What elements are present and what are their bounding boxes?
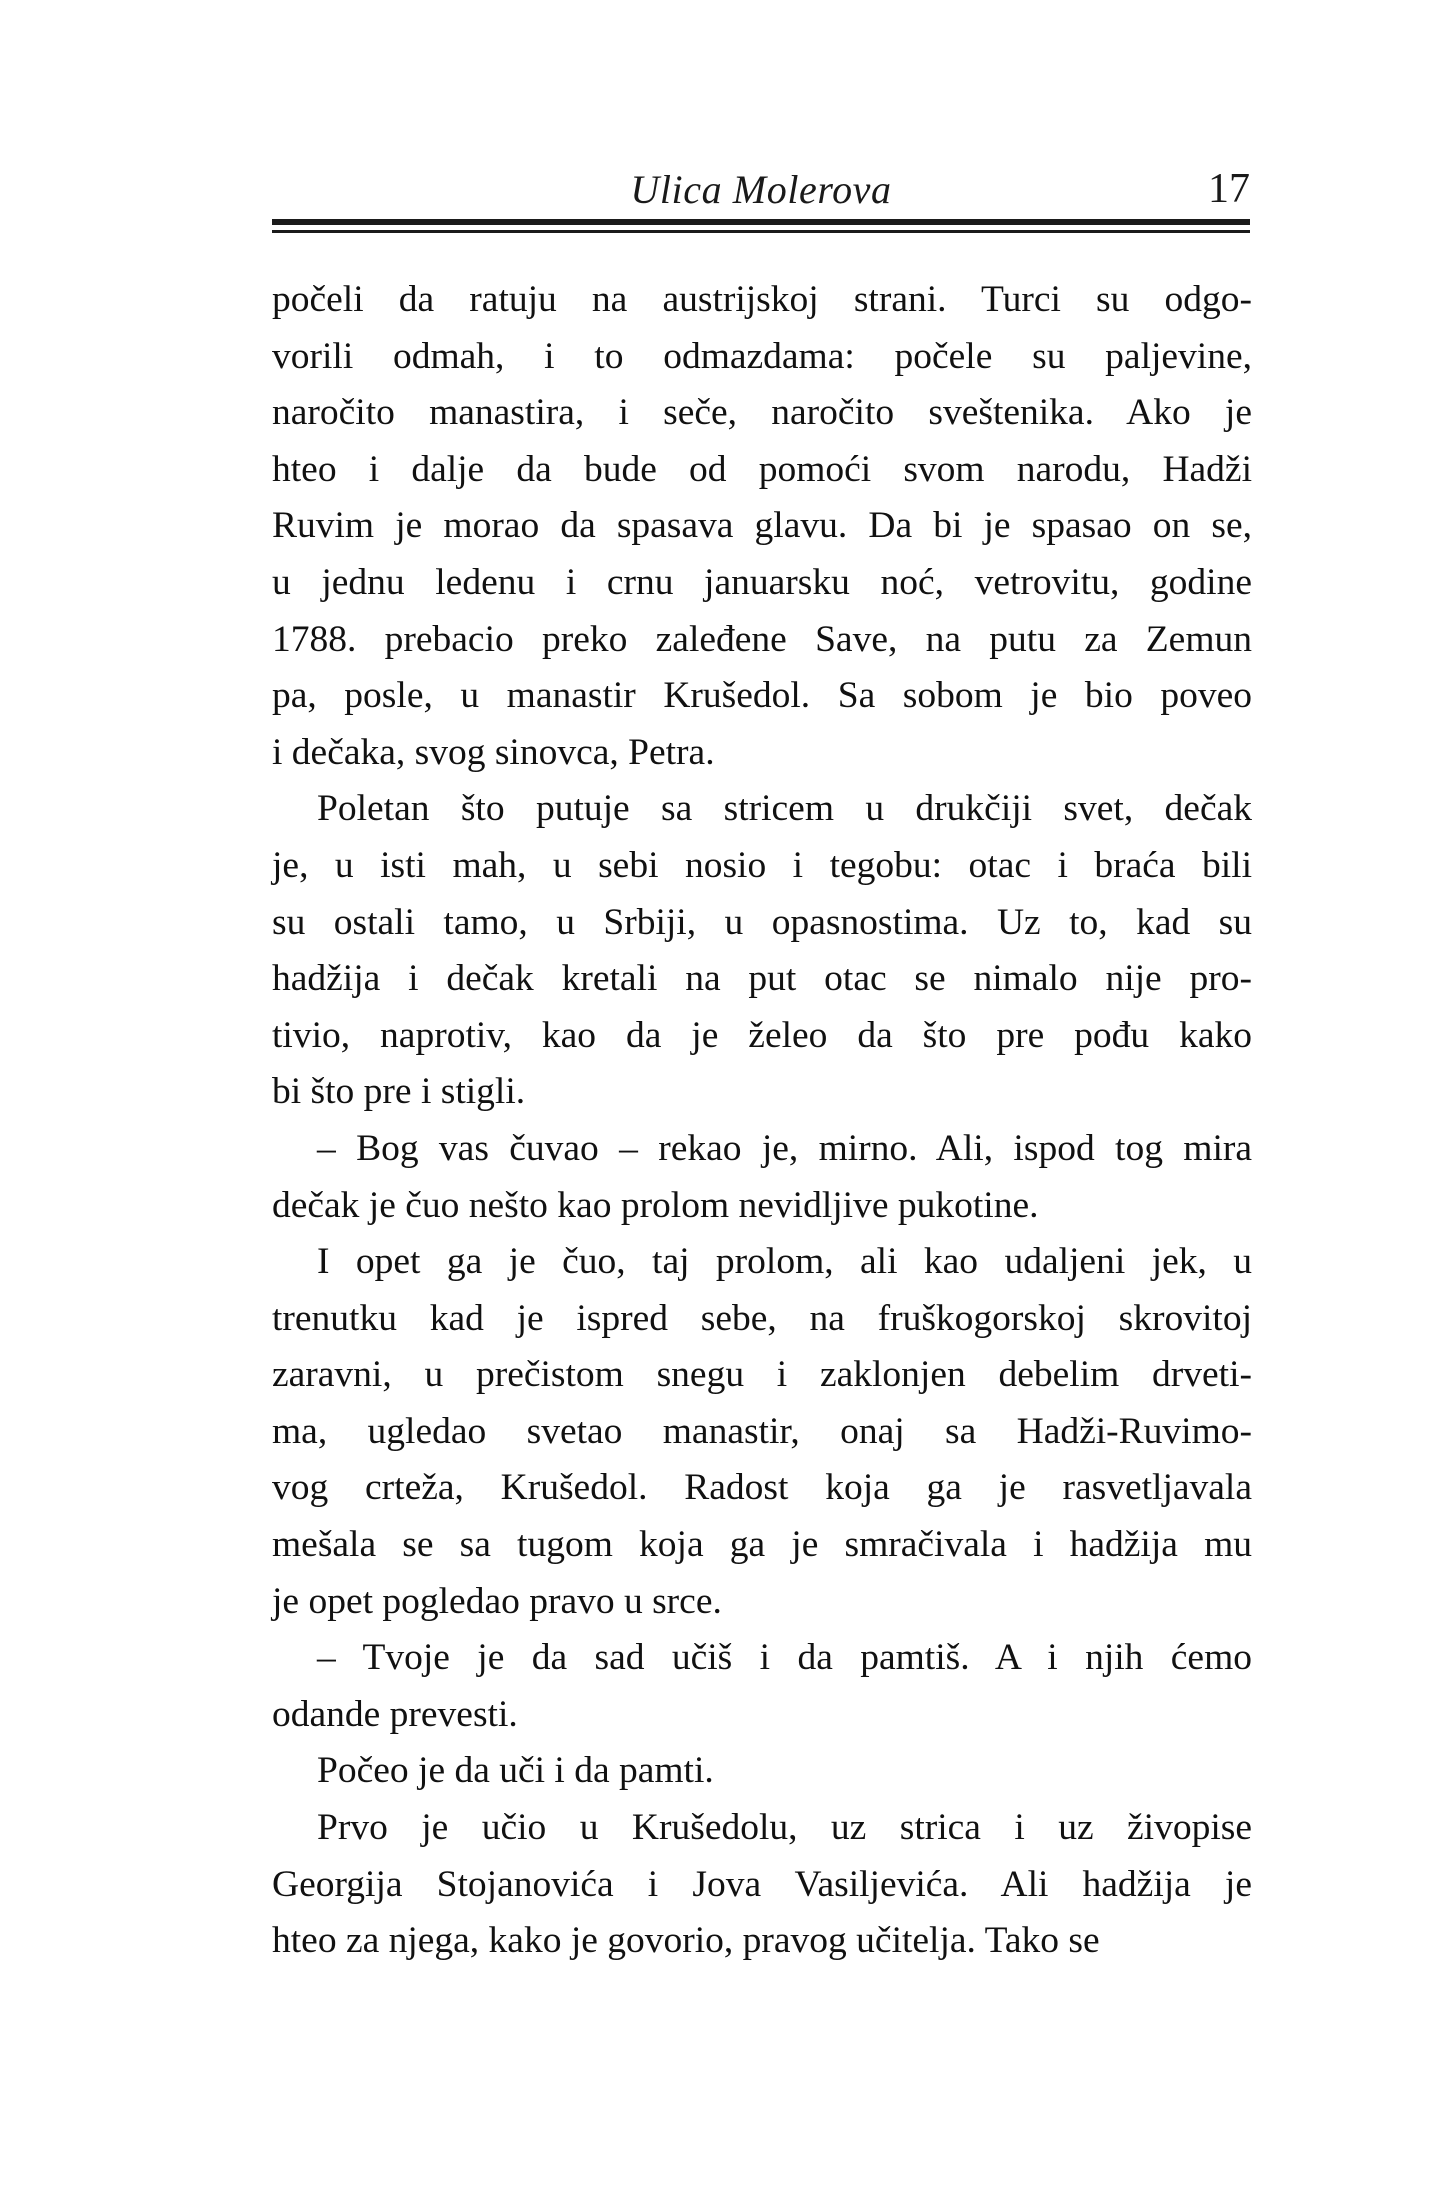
text-line: u jednu ledenu i crnu januarsku noć, vetrovitu, godine bbox=[272, 561, 1252, 603]
paragraph bbox=[272, 781, 1252, 1121]
text-line: bi što pre i stigli. bbox=[272, 1071, 526, 1113]
text-line: vorili odmah, i to odmazdama: počele su paljevine, bbox=[272, 335, 1252, 377]
text-line: vog crteža, Krušedol. Radost koja ga je rasvetljavala bbox=[272, 1467, 1252, 1509]
text-line: ma, ugledao svetao manastir, onaj sa Hadži-Ruvimo- bbox=[272, 1410, 1252, 1452]
text-line: tivio, naprotiv, kao da je želeo da što pre pođu kako bbox=[272, 1014, 1252, 1056]
text-line: zaravni, u prečistom snegu i zaklonjen debelim drveti- bbox=[272, 1354, 1252, 1396]
header-rule-thin bbox=[272, 230, 1250, 233]
paragraph bbox=[272, 272, 1252, 781]
text-line: pa, posle, u manastir Krušedol. Sa sobom je bio poveo bbox=[272, 675, 1252, 717]
text-line: – Tvoje je da sad učiš i da pamtiš. A i njih ćemo bbox=[317, 1637, 1252, 1679]
paragraph bbox=[272, 1121, 1252, 1234]
text-line: Ruvim je morao da spasava glavu. Da bi je spasao on se, bbox=[272, 505, 1252, 547]
text-line: i dečaka, svog sinovca, Petra. bbox=[272, 731, 715, 773]
text-line: – Bog vas čuvao – rekao je, mirno. Ali, ispod tog mira bbox=[317, 1127, 1252, 1169]
text-line: su ostali tamo, u Srbiji, u opasnostima. Uz to, kad su bbox=[272, 901, 1252, 943]
text-line: počeli da ratuju na austrijskoj strani. Turci su odgo- bbox=[272, 279, 1252, 320]
page-number: 17 bbox=[1208, 166, 1250, 212]
text-line: Prvo je učio u Krušedolu, uz strica i uz živopise bbox=[317, 1807, 1252, 1849]
header-double-rule bbox=[272, 219, 1250, 233]
text-line: trenutku kad je ispred sebe, na fruškogorskoj skrovitoj bbox=[272, 1297, 1252, 1339]
paragraph bbox=[272, 1630, 1252, 1743]
body-text-block bbox=[272, 272, 1252, 1970]
paragraph bbox=[272, 1800, 1252, 1970]
text-line: hadžija i dečak kretali na put otac se nimalo nije pro- bbox=[272, 958, 1252, 1000]
running-head bbox=[272, 140, 1250, 212]
running-head-title: Ulica Molerova bbox=[630, 167, 892, 212]
text-line: 1788. prebacio preko zaleđene Save, na putu za Zemun bbox=[272, 618, 1252, 660]
text-line: naročito manastira, i seče, naročito sveštenika. Ako je bbox=[272, 392, 1252, 434]
text-line: hteo za njega, kako je govorio, pravog učitelja. Tako se bbox=[272, 1920, 1100, 1962]
paragraph bbox=[272, 1743, 1252, 1800]
text-line: je, u isti mah, u sebi nosio i tegobu: otac i braća bili bbox=[272, 844, 1252, 886]
text-line: mešala se sa tugom koja ga je smračivala i hadžija mu bbox=[272, 1524, 1252, 1566]
text-line: I opet ga je čuo, taj prolom, ali kao udaljeni jek, u bbox=[317, 1241, 1252, 1283]
paragraph bbox=[272, 1234, 1252, 1630]
text-line: Georgija Stojanovića i Jova Vasiljevića. Ali hadžija je bbox=[272, 1863, 1252, 1905]
text-line: Počeo je da uči i da pamti. bbox=[317, 1750, 714, 1792]
text-line: odande prevesti. bbox=[272, 1693, 518, 1735]
text-line: dečak je čuo nešto kao prolom nevidljive pukotine. bbox=[272, 1184, 1039, 1226]
text-line: hteo i dalje da bude od pomoći svom narodu, Hadži bbox=[272, 448, 1252, 490]
text-line: Poletan što putuje sa stricem u drukčiji svet, dečak bbox=[317, 788, 1252, 830]
text-line: je opet pogledao pravo u srce. bbox=[272, 1580, 722, 1622]
